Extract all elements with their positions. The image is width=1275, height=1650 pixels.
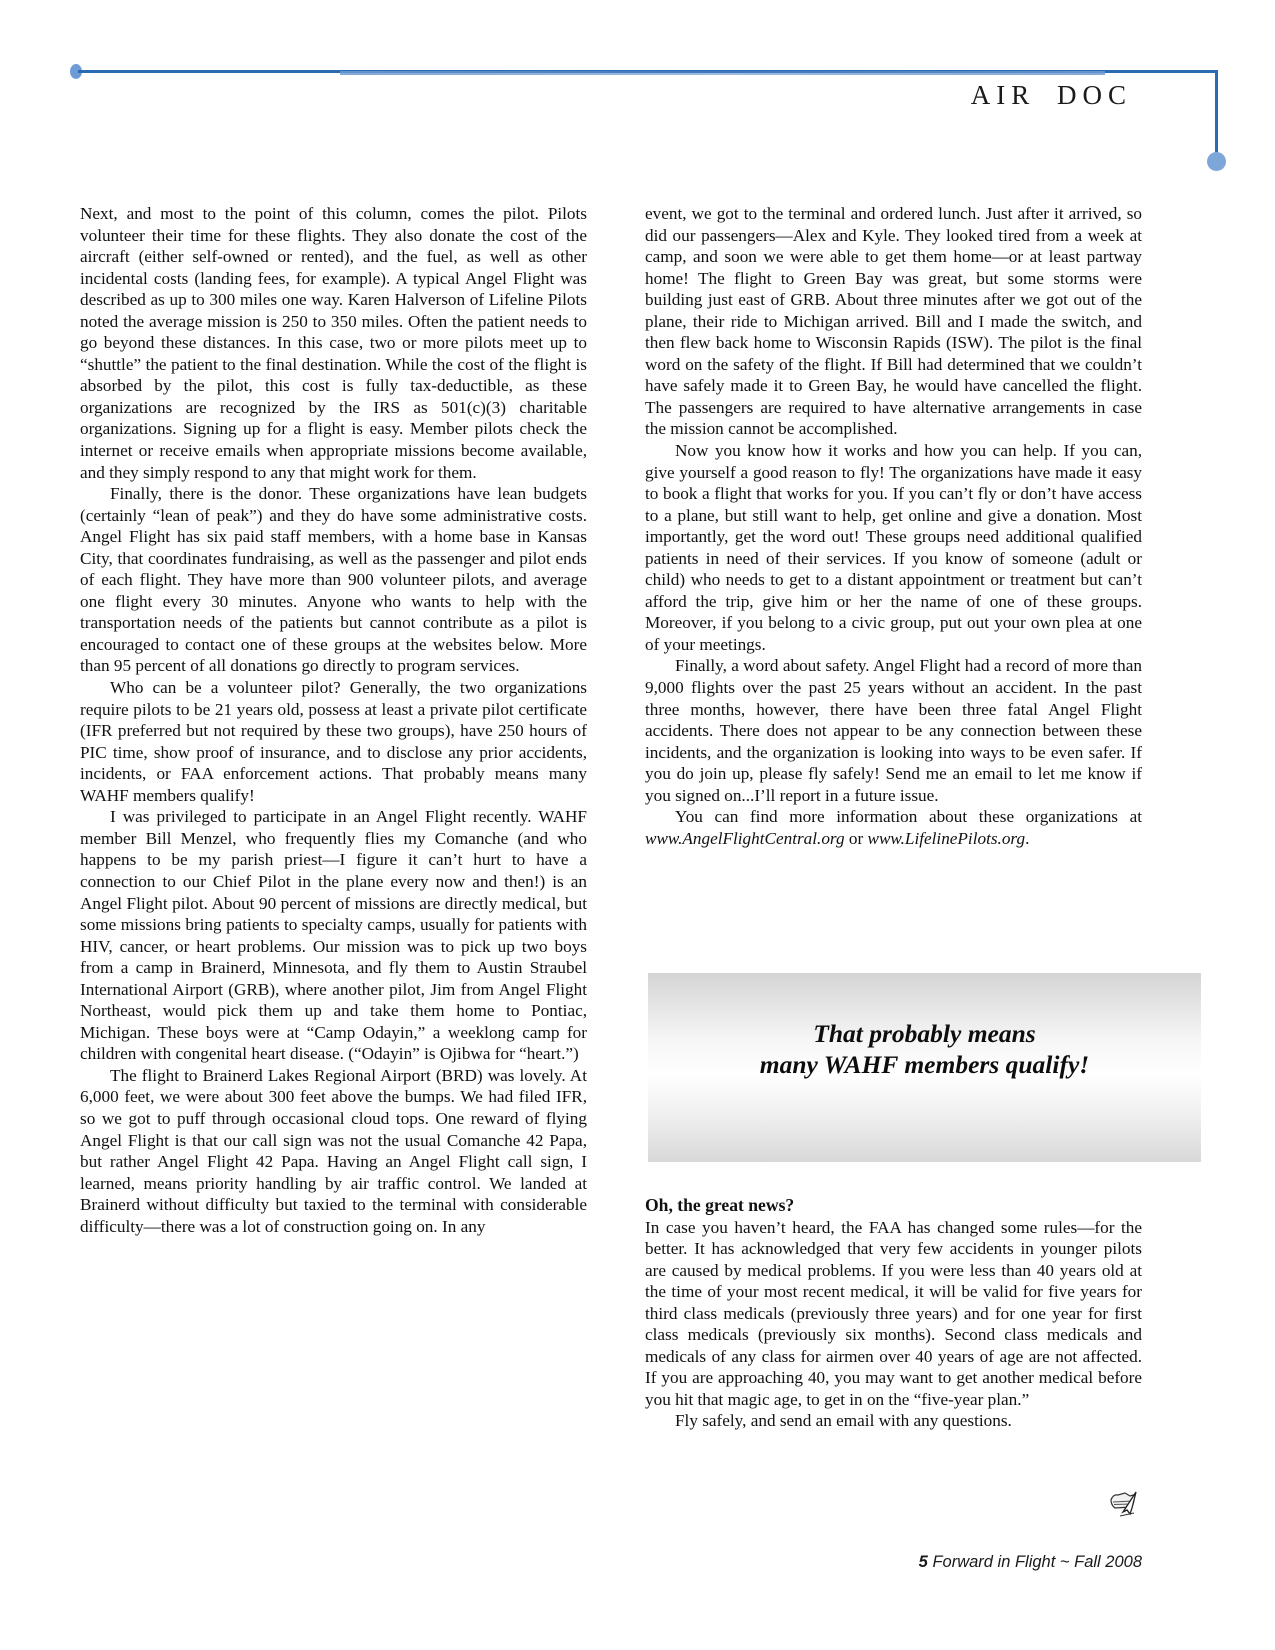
paragraph: Next, and most to the point of this column, comes the pilot. Pilots volunteer their time for these flights. They also donate the cost of the aircraft (either self-owned or rented), and the fuel, as well as other incidental costs (landing fees, for example). A typical Angel Flight was described as up to 300 miles one way. Karen Halverson of Lifeline Pilots noted the average mission is 250 to 350 miles. Often the patient needs to go beyond these distances. In this case, two or more pilots meet up to “shuttle” the patient to the final destination. While the cost of the flight is absorbed by the pilot, this cost is fully tax-deductible, as these organizations are recognized by the IRS as 501(c)(3) charitable organizations. Signing up for a flight is easy. Member pilots check the internet or receive emails when appropriate missions become available, and they simply respond to any that might work for them.	[80, 204, 587, 482]
paragraph: I was privileged to participate in an Angel Flight recently. WAHF member Bill Menzel, who frequently flies my Comanche (and who happens to be my parish priest—I figure it can’t hurt to have a connection to our Chief Pilot in the plane every now and then!) is an Angel Flight pilot. About 90 percent of missions are directly medical, but some missions bring patients to specialty camps, usually for patients with HIV, cancer, or heart problems. Our mission was to pick up two boys from a camp in Brainerd, Minnesota, and fly them to Austin Straubel International Airport (GRB), where another pilot, Jim from Angel Flight Northeast, would pick them up and take them home to Pontiac, Michigan. These boys were at “Camp Odayin,” a weeklong camp for children with congenital heart disease. (“Odayin” is Ojibwa for “heart.”)	[80, 807, 587, 1064]
info-sentence	[645, 806, 1142, 849]
news-body: In case you haven’t heard, the FAA has changed some rules—for the better. It has acknowledged that very few accidents in younger pilots are caused by medical problems. If you were less than 40 years old at the time of your most recent medical, it will be valid for five years for third class medicals (previously three years) and for one year for first class medicals (previously six months). Second class medicals and medicals of any class for airmen over 40 years of age are not affected. If you are approaching 40, you may want to get another medical before you hit that magic age, to get in on the “five-year plan.”	[645, 1217, 1142, 1409]
news-section	[645, 1195, 1142, 1432]
pull-quote	[648, 1018, 1201, 1080]
header-horizontal-rule-highlight	[340, 71, 1105, 75]
page-number: 5	[918, 1553, 928, 1571]
paragraph: Finally, a word about safety. Angel Flight had a record of more than 9,000 flights over the past 25 years without an accident. In the past three months, however, there have been three fatal Angel Flight accidents. There does not appear to be any connection between these incidents, and the organization is looking into ways to be even safer. If you do join up, please fly safely! Send me an email to let me know if you signed on...I’ll report in a future issue.	[645, 656, 1142, 805]
pull-quote-line1: That probably means	[813, 1019, 1036, 1048]
left-column	[80, 203, 587, 1237]
paragraph: Finally, there is the donor. These organizations have lean budgets (certainly “lean of peak”) and they do have some administrative costs. Angel Flight has six paid staff members, with a home base in Kansas City, that coordinates fundraising, as well as the passenger and pilot ends of each flight. They have more than 900 volunteer pilots, and average one flight every 30 minutes. Anyone who wants to help with the transportation needs of the patients but cannot contribute as a pilot is encouraged to contact one of these groups at the websites below. More than 95 percent of all donations go directly to program services.	[80, 484, 587, 676]
paragraph: The flight to Brainerd Lakes Regional Airport (BRD) was lovely. At 6,000 feet, we were about 300 feet above the bumps. We had filed IFR, so we got to puff through occasional cloud tops. One reward of flying Angel Flight is that our call sign was not the usual Comanche 42 Papa, but rather Angel Flight 42 Papa. Having an Angel Flight call sign, I learned, means priority handling by air traffic control. We landed at Brainerd without difficulty but taxied to the terminal with considerable difficulty—there was a lot of construction going on. In any	[80, 1065, 587, 1236]
paragraph: Who can be a volunteer pilot? Generally, the two organizations require pilots to be 21 years old, possess at least a private pilot certificate (IFR preferred but not required by these two groups), have 250 hours of PIC time, show proof of insurance, and to disclose any prior accidents, incidents, or FAA enforcement actions. That probably means many WAHF members qualify!	[80, 678, 587, 805]
header-vertical-rule	[1215, 70, 1218, 158]
header-rule-bottom-dot	[1207, 152, 1226, 171]
paragraph: Now you know how it works and how you can help. If you can, give yourself a good reason to fly! The organizations have made it easy to book a flight that works for you. If you can’t fly or don’t have access to a plane, but still want to help, get online and give a donation. Most importantly, get the word out! These groups need additional qualified patients in need of their services. If you know of someone (adult or child) who needs to get to a distant appointment or treatment but can’t afford the trip, give him or her the name of one of these groups. Moreover, if you belong to a civic group, put out your own plea at one of your meetings.	[645, 441, 1142, 654]
page-title: AIR DOC	[970, 80, 1132, 110]
lifelinepilots-url: www.LifelinePilots.org	[867, 828, 1026, 848]
paragraph: event, we got to the terminal and ordered lunch. Just after it arrived, so did our passengers—Alex and Kyle. They looked tired from a week at camp, and soon we were able to get them home—or at least partway home! The flight to Green Bay was great, but some storms were building just east of GRB. About three minutes after we got out of the plane, their ride to Michigan arrived. Bill and I made the switch, and then flew back home to Wisconsin Rapids (ISW). The pilot is the final word on the safety of the flight. If Bill had determined that we couldn’t have safely made it to Green Bay, he would have cancelled the flight. The passengers are required to have alternative arrangements in case the mission cannot be accomplished.	[645, 204, 1142, 439]
publication-name: Forward in Flight ~ Fall 2008	[927, 1553, 1142, 1571]
info-sentence-prefix: You can find more information about these organizations at	[675, 807, 1142, 827]
pull-quote-line2: many WAHF members qualify!	[759, 1050, 1090, 1079]
pull-quote-box	[648, 973, 1201, 1162]
angelflight-url: www.AngelFlightCentral.org	[645, 828, 845, 848]
info-sentence-suffix: .	[1025, 828, 1030, 848]
wisconsin-plane-dingbat-icon	[1103, 1486, 1145, 1524]
right-column	[645, 203, 1142, 849]
info-sentence-separator: or	[844, 828, 868, 848]
page-footer	[645, 1553, 1142, 1572]
news-heading: Oh, the great news?	[645, 1195, 795, 1215]
news-closing: Fly safely, and send an email with any questions.	[675, 1411, 1012, 1431]
